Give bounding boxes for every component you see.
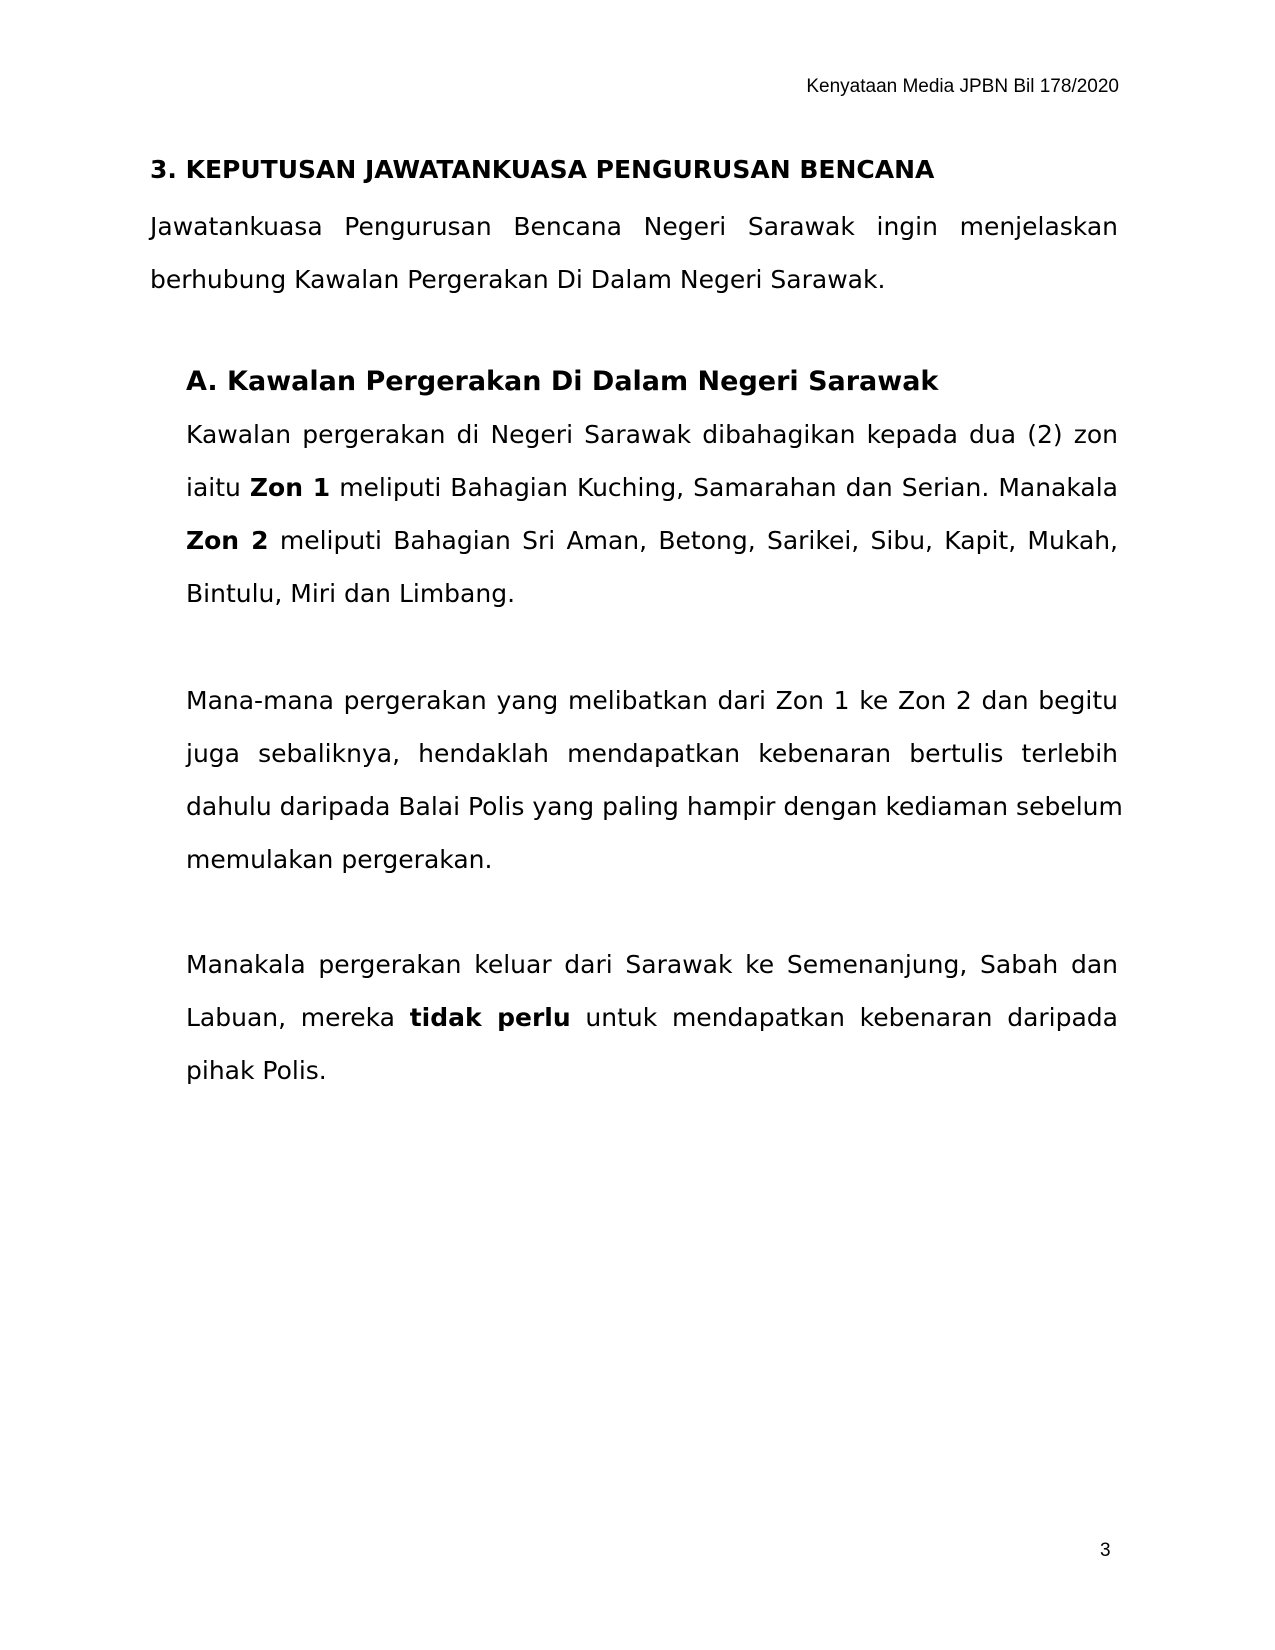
exit-line: Manakala pergerakan keluar dari Sarawak ke Semenanjung, Sabah dan [186,950,1118,979]
page-number: 3 [1100,1540,1111,1561]
movement-paragraph [186,674,1123,886]
exit-line: pihak Polis. [186,1056,327,1085]
zone-1-label: Zon 1 [249,473,331,502]
not-required-emphasis: tidak perlu [409,1003,571,1032]
intro-paragraph [150,200,1118,306]
intro-line: Jawatankuasa Pengurusan Bencana Negeri Sarawak ingin menjelaskan [150,212,1118,241]
zones-line [186,514,1118,567]
zones-text: meliputi Bahagian Kuching, Samarahan dan Serian. Manakala [330,473,1118,502]
document-reference: Kenyataan Media JPBN Bil 178/2020 [806,76,1119,97]
movement-line: juga sebaliknya, hendaklah mendapatkan kebenaran bertulis terlebih [186,739,1118,768]
zones-paragraph [186,408,1118,620]
exit-text: Labuan, mereka [186,1003,410,1032]
movement-line: dahulu daripada Balai Polis yang paling hampir dengan kediaman sebelum [186,792,1123,821]
zones-line: Kawalan pergerakan di Negeri Sarawak dibahagikan kepada dua (2) zon [186,420,1118,449]
section-title: 3. KEPUTUSAN JAWATANKUASA PENGURUSAN BENCANA [150,155,935,184]
intro-line: berhubung Kawalan Pergerakan Di Dalam Negeri Sarawak. [150,265,886,294]
subsection-heading: A. Kawalan Pergerakan Di Dalam Negeri Sarawak [186,366,939,397]
zone-2-label: Zon 2 [186,526,269,555]
exit-text: untuk mendapatkan kebenaran daripada [570,1003,1118,1032]
zones-line [186,461,1118,514]
zones-text: iaitu [186,473,250,502]
exit-line [186,991,1118,1044]
zones-line: Bintulu, Miri dan Limbang. [186,579,516,608]
exit-paragraph [186,938,1118,1097]
zones-text: meliputi Bahagian Sri Aman, Betong, Sarikei, Sibu, Kapit, Mukah, [268,526,1118,555]
movement-line: Mana-mana pergerakan yang melibatkan dari Zon 1 ke Zon 2 dan begitu [186,686,1118,715]
movement-line: memulakan pergerakan. [186,845,493,874]
